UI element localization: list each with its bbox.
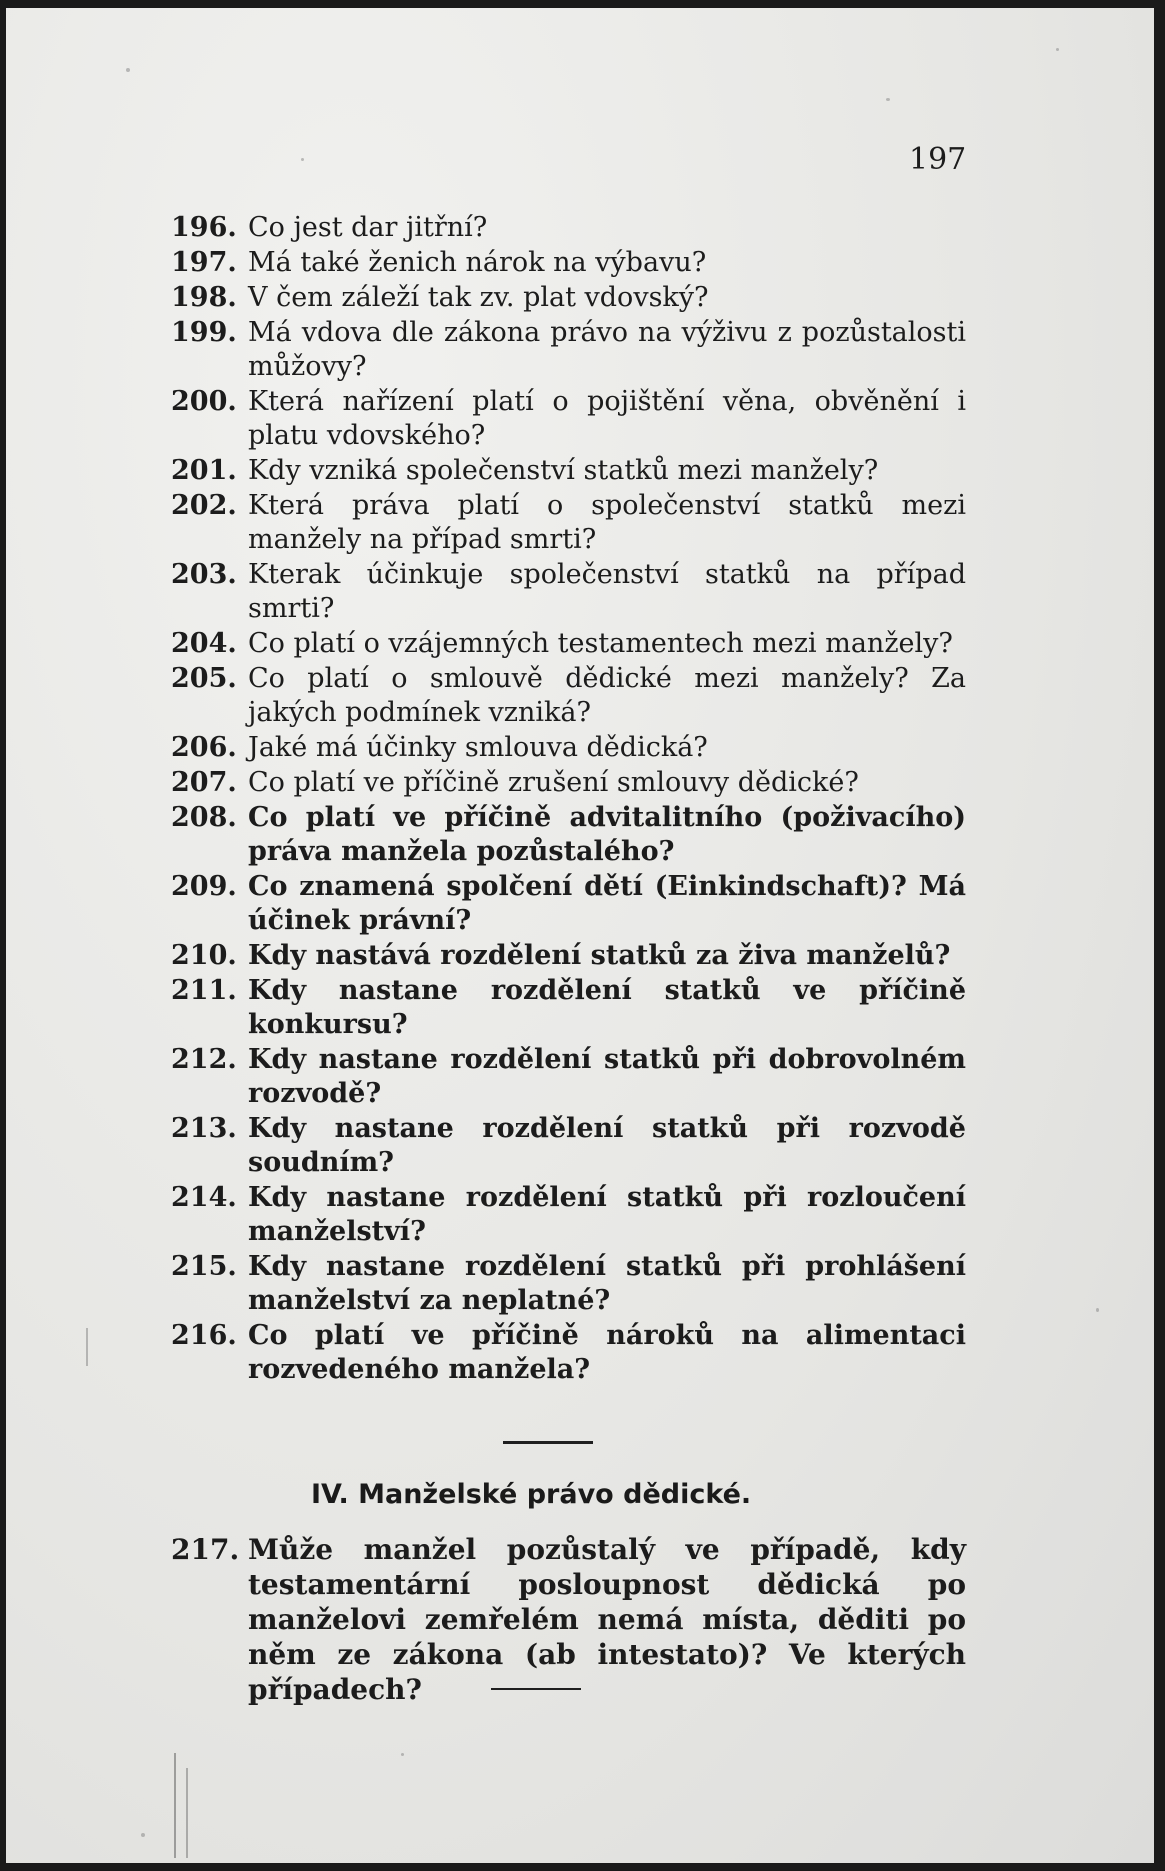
question-number: 197.	[171, 247, 237, 278]
question-text: V čem záleží tak zv. plat vdovský?	[248, 282, 709, 313]
list-item	[171, 662, 966, 730]
question-text: Kdy nastává rozdělení statků za živa manželů?	[248, 940, 951, 971]
question-text: Co platí ve příčině advitalitního (poživacího) práva manžela pozůstalého?	[248, 802, 966, 867]
question-number: 198.	[171, 282, 237, 313]
question-text: Co platí o smlouvě dědické mezi manžely? Za jakých podmínek vzniká?	[248, 663, 966, 728]
question-number: 199.	[171, 317, 237, 348]
list-item	[171, 801, 966, 869]
question-text: Která práva platí o společenství statků mezi manžely na případ smrti?	[248, 490, 966, 555]
question-text: Kdy nastane rozdělení statků ve příčině konkursu?	[248, 975, 966, 1040]
question-text: Co platí o vzájemných testamentech mezi manžely?	[248, 628, 953, 659]
list-item	[171, 939, 966, 973]
question-text: Co jest dar jitřní?	[248, 212, 488, 243]
question-number: 212.	[171, 1044, 237, 1075]
question-number: 209.	[171, 871, 237, 902]
question-number: 207.	[171, 767, 237, 798]
edge-mark	[86, 1328, 88, 1366]
page-number: 197	[909, 142, 967, 177]
paper-speck	[301, 158, 304, 161]
question-text: Má vdova dle zákona právo na výživu z pozůstalosti můžovy?	[248, 317, 966, 382]
question-text: Kterak účinkuje společenství statků na případ smrti?	[248, 559, 966, 624]
question-text: Kdy nastane rozdělení statků při prohlášení manželství za neplatné?	[248, 1251, 966, 1316]
list-item	[171, 1043, 966, 1111]
list-item	[171, 558, 966, 626]
list-item	[171, 627, 966, 661]
section-heading: IV. Manželské právo dědické.	[311, 1479, 752, 1510]
question-number: 200.	[171, 386, 237, 417]
question-list	[171, 211, 966, 1388]
list-item	[171, 1319, 966, 1387]
divider-rule	[491, 1688, 581, 1690]
question-number: 205.	[171, 663, 237, 694]
paper-speck	[141, 1833, 145, 1837]
list-item	[171, 246, 966, 280]
divider-rule	[503, 1441, 593, 1444]
question-number: 201.	[171, 455, 237, 486]
question-text: Co znamená spolčení dětí (Einkindschaft)? Má účinek právní?	[248, 871, 966, 936]
list-item	[171, 974, 966, 1042]
edge-mark	[186, 1768, 188, 1858]
list-item	[171, 1250, 966, 1318]
book-page	[6, 8, 1154, 1863]
question-number: 213.	[171, 1113, 237, 1144]
question-text: Co platí ve příčině zrušení smlouvy dědické?	[248, 767, 859, 798]
question-number: 196.	[171, 212, 237, 243]
question-text: Která nařízení platí o pojištění věna, obvěnění i platu vdovského?	[248, 386, 966, 451]
list-item	[171, 211, 966, 245]
paper-speck	[1056, 48, 1059, 51]
paper-speck	[1096, 1308, 1099, 1312]
question-number: 202.	[171, 490, 237, 521]
question-number: 210.	[171, 940, 237, 971]
question-number: 215.	[171, 1251, 237, 1282]
paper-speck	[401, 1753, 404, 1756]
question-number: 206.	[171, 732, 237, 763]
question-number: 217.	[171, 1533, 240, 1566]
question-number: 208.	[171, 802, 237, 833]
list-item	[171, 766, 966, 800]
list-item	[171, 316, 966, 384]
question-text: Kdy nastane rozdělení statků při dobrovolném rozvodě?	[248, 1044, 966, 1109]
list-item	[171, 731, 966, 765]
list-item	[171, 1181, 966, 1249]
final-question-block	[171, 1532, 966, 1708]
question-text: Kdy nastane rozdělení statků při rozvodě soudním?	[248, 1113, 966, 1178]
list-item	[171, 385, 966, 453]
question-text: Kdy vzniká společenství statků mezi manžely?	[248, 455, 879, 486]
question-text: Má také ženich nárok na výbavu?	[248, 247, 707, 278]
question-number: 216.	[171, 1320, 237, 1351]
question-number: 211.	[171, 975, 237, 1006]
question-number: 203.	[171, 559, 237, 590]
list-item	[171, 1532, 966, 1707]
list-item	[171, 1112, 966, 1180]
question-text: Může manžel pozůstalý ve případě, kdy testamentární posloupnost dědická po manželovi zemřelém nemá místa, děditi po něm ze zákona (ab intestato)? Ve kterých případech?	[248, 1533, 966, 1706]
question-number: 204.	[171, 628, 237, 659]
paper-speck	[886, 98, 890, 101]
paper-speck	[126, 68, 130, 72]
list-item	[171, 489, 966, 557]
list-item	[171, 870, 966, 938]
list-item	[171, 454, 966, 488]
edge-mark	[174, 1753, 176, 1858]
question-number: 214.	[171, 1182, 237, 1213]
question-text: Co platí ve příčině nároků na alimentaci rozvedeného manžela?	[248, 1320, 966, 1385]
question-text: Jaké má účinky smlouva dědická?	[248, 732, 708, 763]
question-text: Kdy nastane rozdělení statků při rozloučení manželství?	[248, 1182, 966, 1247]
list-item	[171, 281, 966, 315]
